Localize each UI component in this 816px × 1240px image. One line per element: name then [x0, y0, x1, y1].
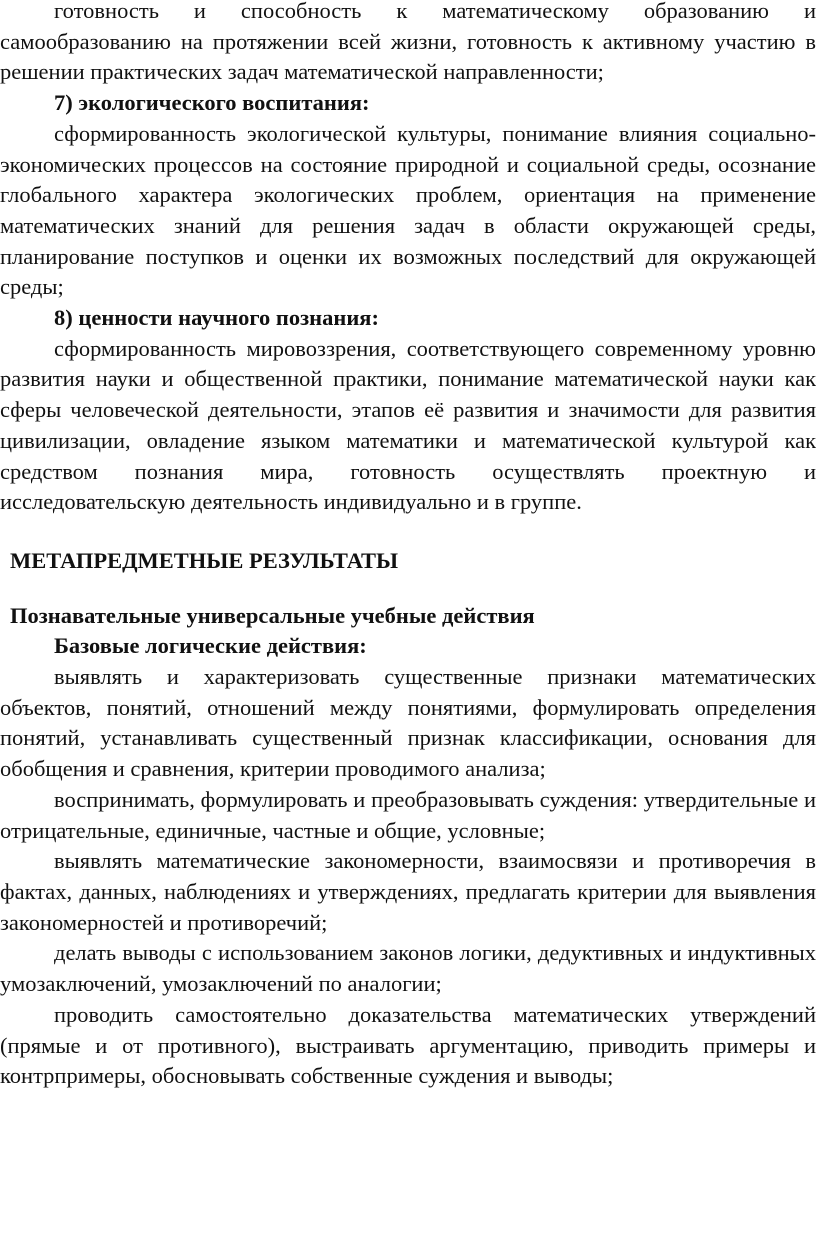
heading-scientific-knowledge: 8) ценности научного познания: [54, 305, 379, 331]
block-title-cognitive-actions: Познавательные универсальные учебные действия [10, 602, 535, 628]
paragraph-worldview: сформированность мировоззрения, соответствующего современному уровню развития науки и общественной практики, понимание математической науки как сферы человеческой деятельности, этапов её развития и значимости для развития цивилизации, овладение языком математики и математической культурой как средством познания мира, готовность осуществлять проектную и исследовательскую деятельность индивидуально и в группе. [0, 335, 816, 515]
list-item: делать выводы с использованием законов логики, дедуктивных и индуктивных умозаключений, умозаключений по аналогии; [0, 940, 816, 997]
list-item: проводить самостоятельно доказательства математических утверждений (прямые и от противного), выстраивать аргументацию, приводить примеры и контрпримеры, обосновывать собственные суждения и выводы; [0, 1001, 816, 1089]
heading-ecological-education: 7) экологического воспитания: [54, 90, 370, 116]
list-item: выявлять и характеризовать существенные признаки математических объектов, понятий, отношений между понятиями, формулировать определения понятий, устанавливать существенный признак классификации, основания для обобщения и сравнения, критерии проводимого анализа; [0, 664, 816, 782]
subheading-basic-logical-actions: Базовые логические действия: [54, 633, 367, 659]
section-title-metasubject-results: МЕТАПРЕДМЕТНЫЕ РЕЗУЛЬТАТЫ [10, 547, 399, 573]
paragraph-ecological-culture: сформированность экологической культуры, понимание влияния социально-экономических процессов на состояние природной и социальной среды, осознание глобального характера экологических проблем, ориентация на применение математических знаний для решения задач в области окружающей среды, планирование поступков и оценки их возможных последствий для окружающей среды; [0, 120, 816, 300]
list-item: воспринимать, формулировать и преобразовывать суждения: утвердительные и отрицательные, единичные, частные и общие, условные; [0, 786, 816, 843]
paragraph-readiness: готовность и способность к математическому образованию и самообразованию на протяжении всей жизни, готовность к активному участию в решении практических задач математической направленности; [0, 0, 816, 85]
list-item: выявлять математические закономерности, взаимосвязи и противоречия в фактах, данных, наблюдениях и утверждениях, предлагать критерии для выявления закономерностей и противоречий; [0, 848, 816, 935]
